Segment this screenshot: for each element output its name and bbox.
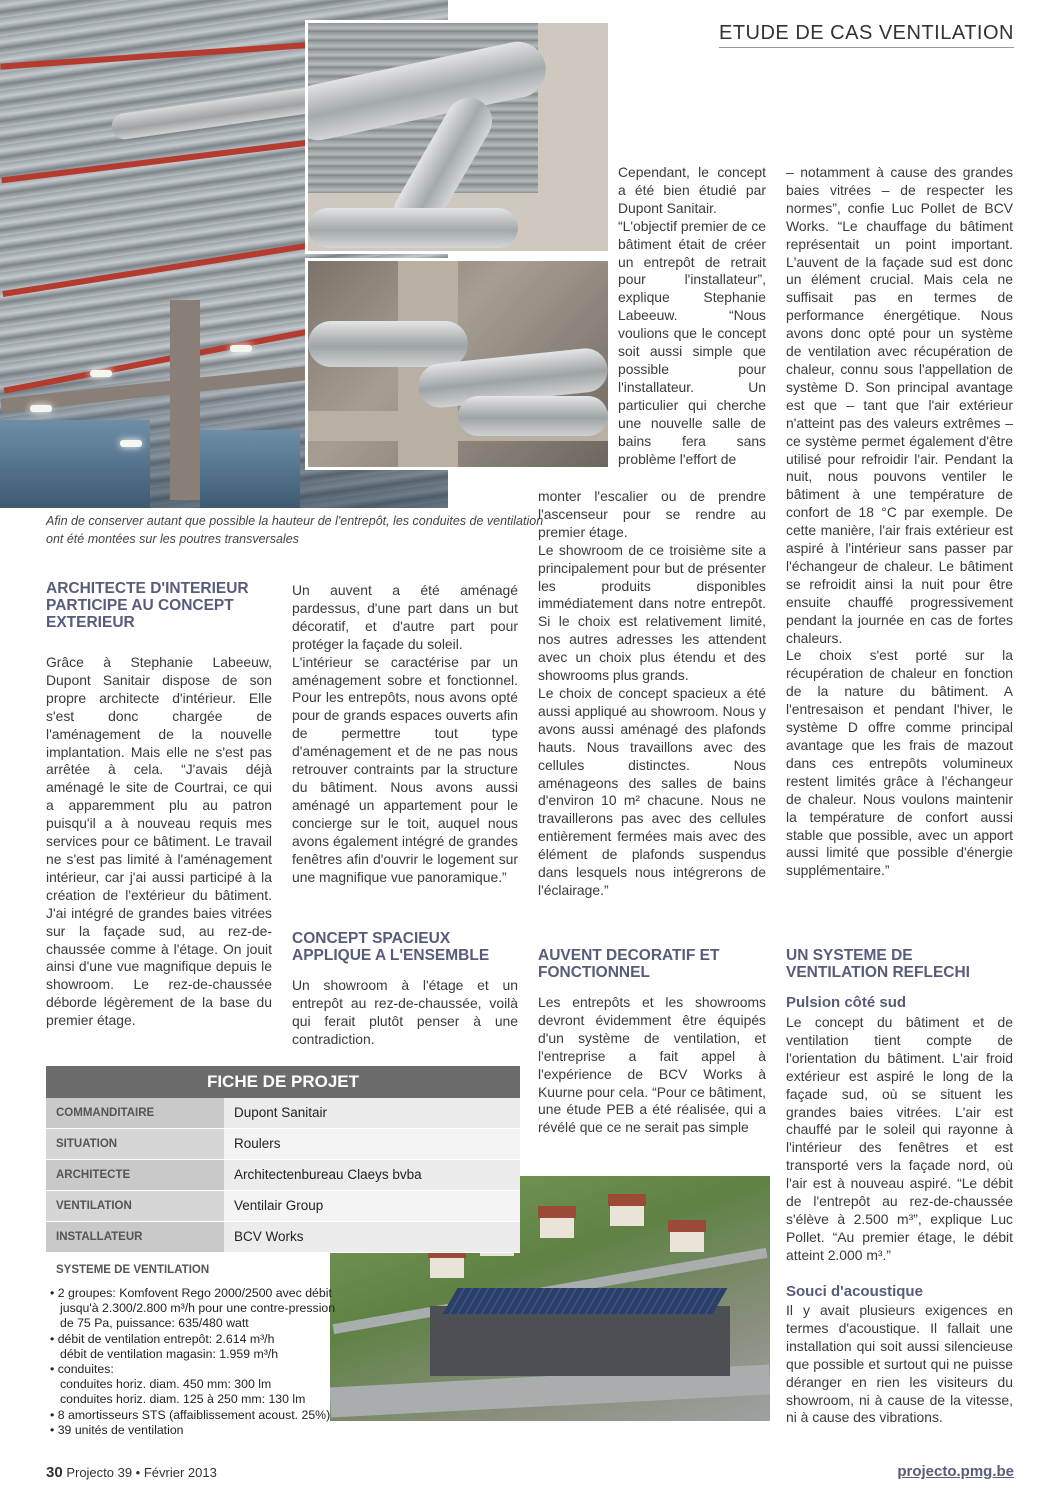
row-value: Dupont Sanitair bbox=[224, 1098, 520, 1128]
col4-text3: Il y avait plusieurs exigences en termes d'acoustique. Il fallait une installation qui soit aussi silencieuse que possible et surtout qui ne puisse déranger en rien les visiteurs du showroom, ni à cause de la vitesse, ni à cause des vibrations. bbox=[786, 1302, 1013, 1426]
ducts-photo-top bbox=[305, 20, 611, 254]
row-label: VENTILATION bbox=[46, 1191, 224, 1221]
row-label: SITUATION bbox=[46, 1129, 224, 1159]
list-item: conduites horiz. diam. 450 mm: 300 lm bbox=[60, 1377, 272, 1392]
project-sheet-row bbox=[46, 1160, 520, 1191]
row-value: Roulers bbox=[224, 1129, 520, 1159]
list-item: conduites horiz. diam. 125 à 250 mm: 130 lm bbox=[60, 1392, 306, 1407]
list-item: débit de ventilation magasin: 1.959 m³/h bbox=[60, 1346, 279, 1361]
project-sheet-row bbox=[46, 1191, 520, 1222]
ventilation-system-list bbox=[50, 1286, 350, 1438]
col4-text2: Le concept du bâtiment et de ventilation tient compte de l'orientation du bâtiment. L'air froid extérieur est aspiré le long de la façade sud, où se situent les grandes baies vitrées. L'air est chauffé par le soleil qui rayonne à l'intérieur des fenêtres et est transporté vers la façade nord, où l'air est à nouveau aspiré. “Le débit de l'entrepôt au rez-de-chaussée s'élève à 2.500 m³”, explique Luc Pollet. “Au premier étage, le débit atteint 2.000 m³.” bbox=[786, 1014, 1013, 1263]
project-sheet-row bbox=[46, 1098, 520, 1129]
issue-label: Projecto 39 • Février 2013 bbox=[66, 1465, 217, 1480]
row-value: BCV Works bbox=[224, 1222, 520, 1252]
list-item: jusqu'à 2.300/2.800 m³/h pour une contre-pression bbox=[60, 1301, 336, 1316]
project-sheet bbox=[46, 1066, 520, 1253]
col4-text1: – notamment à cause des grandes baies vitrées – de respecter les normes”, confie Luc Pollet de BCV Works. “Le chauffage du bâtiment représentait un point important. L'auvent de la façade sud est donc un élément crucial. Mais cela ne suffisait pas en termes de performance énergétique. Nous avons donc opté pour un système de ventilation avec récupération de chaleur, connu sous l'appellation de système D. Son principal avantage est que – tant que l'air extérieur n'atteint pas des valeurs extrêmes – ce système permet également d'être utilisé pour refroidir l'air. Pendant la nuit, nous pouvons ventiler le bâtiment à une température de confort de 18 °C par exemple. De cette manière, l'air frais extérieur est aspiré à l'intérieur sans passer par l'échangeur de chaleur. Le bâtiment se refroidit ainsi la nuit pour être ensuite chauffé progressivement pendant la journée en cas de fortes chaleurs. Le choix s'est porté sur la récupération de chaleur en fonction de la nature du bâtiment. A l'entresaison et pendant l'hiver, le système D offre comme principal avantage que les frais de mazout dans ces entrepôts volumineux restent limités grâce à l'échangeur de chaleur. Nous voulons maintenir la température de confort aussi stable que possible, avec un apport aussi limité que possible d'énergie supplémentaire.” bbox=[786, 164, 1013, 879]
col2-text2: Un showroom à l'étage et un entrepôt au rez-de-chaussée, voilà qui ferait plutôt penser à une contradiction. bbox=[292, 977, 518, 1047]
section-label: ETUDE DE CAS VENTILATION bbox=[719, 22, 1014, 48]
row-value: Ventilair Group bbox=[224, 1191, 520, 1221]
list-item: de 75 Pa, puissance: 635/480 watt bbox=[60, 1316, 249, 1331]
project-sheet-title: FICHE DE PROJET bbox=[46, 1066, 520, 1098]
list-item: • 2 groupes: Komfovent Rego 2000/2500 avec débit bbox=[50, 1286, 332, 1300]
list-item: • débit de ventilation entrepôt: 2.614 m³/h bbox=[50, 1331, 275, 1346]
photo-caption: Afin de conserver autant que possible la hauteur de l'entrepôt, les conduites de ventilation ont été montées sur les poutres transversales bbox=[46, 514, 544, 546]
page-number: 30 bbox=[46, 1464, 63, 1481]
footer-info bbox=[46, 1464, 217, 1481]
col1-text: Grâce à Stephanie Labeeuw, Dupont Sanitair dispose de son propre architecte d'intérieur. Elle s'est donc chargée de l'aménagement de la nouvelle implantation. Mais elle ne s'est pas arrêtée à cela. “J'avais déjà aménagé le site de Courtrai, ce qui a apparemment plu au patron puisqu'il a à nouveau requis mes services pour ce bâtiment. Le travail ne s'est pas limité à l'aménagement intérieur, car j'ai aussi participé à la création de l'extérieur du bâtiment. J'ai intégré de grandes baies vitrées sur la façade sud, au rez-de-chaussée comme à l'étage. On jouit ainsi d'une vue magnifique depuis le showroom. Le rez-de-chaussée déborde légèrement de la base du premier étage. bbox=[46, 654, 272, 1029]
col1-heading: ARCHITECTE D'INTERIEUR PARTICIPE AU CONCEPT EXTERIEUR bbox=[46, 580, 249, 631]
col3-text-narrow: Cependant, le concept a été bien étudié par Dupont Sanitair. “L'objectif premier de ce bâtiment était de créer un entrepôt de retrait pour l'installateur”, explique Stephanie Labeeuw. “Nous voulions que le concept soit aussi simple que possible pour l'installateur. Un particulier qui cherche une nouvelle salle de bains fera sans problème l'effort de bbox=[618, 164, 766, 467]
col3-text2: Les entrepôts et les showrooms devront évidemment être équipés d'un système de ventilation, et l'entreprise a fait appel à l'expérience de BCV Works à Kuurne pour cela. “Pour ce bâtiment, une étude PEB a été réalisée, qui a révélé que ce ne serait pas simple bbox=[538, 994, 766, 1136]
website-link[interactable]: projecto.pmg.be bbox=[897, 1463, 1014, 1480]
list-item: • conduites: bbox=[50, 1362, 114, 1377]
col2-heading: CONCEPT SPACIEUX APPLIQUE A L'ENSEMBLE bbox=[292, 930, 490, 964]
col3-heading: AUVENT DECORATIF ET FONCTIONNEL bbox=[538, 947, 720, 981]
row-label: ARCHITECTE bbox=[46, 1160, 224, 1190]
col4-subheading-2: Souci d'acoustique bbox=[786, 1283, 923, 1300]
col2-text1: Un auvent a été aménagé pardessus, d'une part dans un but décoratif, et d'autre part pour protéger la façade du soleil. L'intérieur se caractérise par un aménagement sobre et fonctionnel. Pour les entrepôts, nous avons opté pour de grands espaces ouverts afin de permettre tout type d'aménagement et de ne pas nous retrouver contraints par la structure du bâtiment. Nous avons aussi aménagé un appartement pour le concierge sur le toit, auquel nous avons également intégré de grandes fenêtres afin d'ouvrir le logement sur une magnifique vue panoramique.” bbox=[292, 582, 518, 885]
project-sheet-row bbox=[46, 1222, 520, 1253]
row-label: INSTALLATEUR bbox=[46, 1222, 224, 1252]
ventilation-system-title: SYSTEME DE VENTILATION bbox=[56, 1264, 210, 1276]
row-value: Architectenbureau Claeys bvba bbox=[224, 1160, 520, 1190]
list-item: • 39 unités de ventilation bbox=[50, 1422, 184, 1437]
project-sheet-row bbox=[46, 1129, 520, 1160]
row-label: COMMANDITAIRE bbox=[46, 1098, 224, 1128]
col3-text-wide: monter l'escalier ou de prendre l'ascenseur pour se rendre au premier étage. Le showroom de ce troisième site a principalement pour but de présenter les produits disponibles immédiatement dans notre entrepôt. Si le choix est relativement limité, nos autres adresses les attendent avec un choix plus étendu et des showrooms plus grands. Le choix de concept spacieux a été aussi appliqué au showroom. Nous y avons aussi aménagé des plafonds hauts. Nous travaillons avec des cellules distinctes. Nous aménageons des salles de bains d'environ 10 m² chacune. Nous ne travaillerons pas avec des cellules entièrement fermées mais avec des élément de plafonds suspendus dans lesquels nous intégrerons de l'éclairage.” bbox=[538, 488, 766, 898]
col4-subheading-1: Pulsion côté sud bbox=[786, 994, 907, 1011]
list-item: • 8 amortisseurs STS (affaiblissement acoust. 25%) bbox=[50, 1407, 331, 1422]
ducts-photo-bottom bbox=[305, 258, 611, 470]
col4-heading: UN SYSTEME DE VENTILATION REFLECHI bbox=[786, 947, 970, 981]
